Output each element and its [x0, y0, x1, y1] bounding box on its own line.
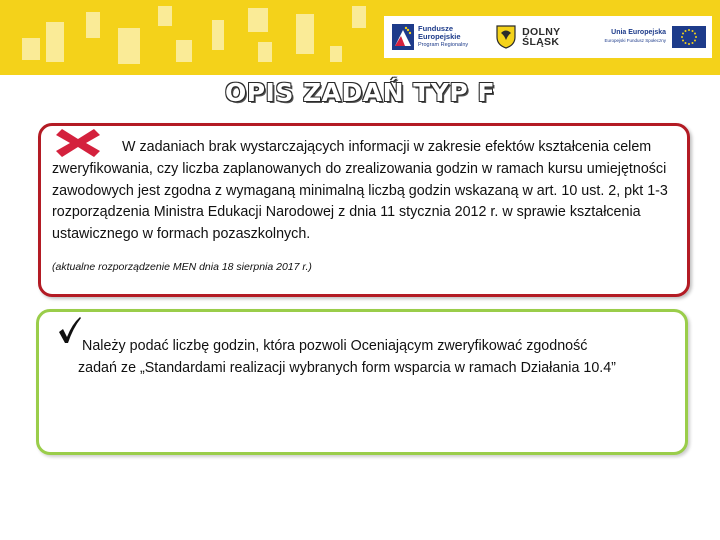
decor-square [296, 14, 314, 54]
decor-square [46, 22, 64, 62]
region-line1: DOLNY [522, 26, 561, 38]
negative-note-text [52, 137, 680, 246]
header-band [0, 0, 720, 75]
decor-square [330, 46, 342, 62]
eu-line1: Unia Europejska [611, 29, 666, 36]
logo-bar [384, 16, 712, 58]
negative-note-first-line: W zadaniach brak wystarczających informacji w zakresie efektów kształcenia [122, 139, 610, 155]
regulation-note: (aktualne rozporządzenie MEN dnia 18 sierpnia 2017 r.) [52, 261, 312, 273]
eu-flag-icon [672, 26, 706, 48]
decor-square [22, 38, 40, 60]
decor-square [248, 8, 268, 32]
decor-square [118, 28, 140, 64]
positive-note-text [78, 336, 672, 380]
decor-square [86, 12, 100, 38]
decor-square [352, 6, 366, 28]
page-title: OPIS ZADAŃ TYP F [224, 78, 496, 107]
decor-square [258, 42, 272, 62]
positive-note-first-line: Należy podać liczbę godzin, która pozwoli Oceniającym zweryfikować zgodność [82, 338, 588, 354]
fe-logo-icon [392, 24, 414, 50]
funds-line1: Fundusze [418, 24, 453, 33]
eu-line2: Europejski Fundusz Społeczny [604, 38, 666, 43]
negative-note-body: celem zweryfikowania, czy liczba zaplanowanych do zrealizowania godzin w ramach kursu umiejętności zawodowych jest zgodna z wymaganą minimalną liczbą godzin wskazaną w art. 10 ust. 2, pkt 1-3 rozporządzenia Ministra Edukacji Narodowej z dnia 11 stycznia 2012 r. w sprawie kształcenia ustawicznego w formach pozaszkolnych. [52, 139, 668, 243]
crest-icon [496, 25, 516, 49]
region-line2: ŚLĄSK [522, 36, 560, 48]
funds-line2: Europejskie [418, 32, 461, 41]
positive-note-box [36, 309, 688, 455]
funds-line3: Program Regionalny [418, 42, 469, 48]
funds-logo [392, 24, 468, 50]
decor-square [158, 6, 172, 26]
decor-square [212, 20, 224, 50]
eu-logo [604, 26, 706, 48]
decor-square [176, 40, 192, 62]
positive-note-body: zadań ze „Standardami realizacji wybranych form wsparcia w ramach Działania 10.4” [78, 359, 616, 376]
check-mark-icon [58, 316, 82, 344]
region-logo [496, 25, 560, 49]
